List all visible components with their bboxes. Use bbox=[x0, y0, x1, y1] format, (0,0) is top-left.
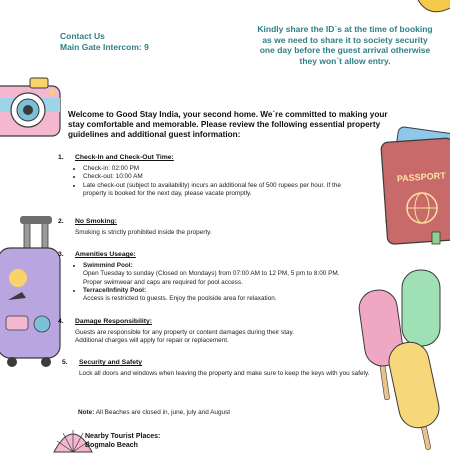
section-title: Check-In and Check-Out Time: bbox=[75, 154, 174, 161]
section-number: 4. bbox=[58, 318, 64, 325]
section-title: Security and Safety bbox=[79, 359, 143, 366]
pool-title: • Swimmind Pool: bbox=[83, 262, 358, 270]
section-smoking bbox=[58, 218, 358, 237]
camera-icon bbox=[0, 76, 66, 138]
section-security bbox=[62, 359, 392, 378]
terrace-title: • Terrace/Infinity Pool: bbox=[83, 287, 358, 295]
contact-block bbox=[60, 31, 149, 53]
welcome-text: Welcome to Good Stay India, your second home. We`re committed to making your stay comfortable and memorable. Please review the following essential property guidelines and additional guest information: bbox=[68, 110, 388, 139]
section-title: No Smoking: bbox=[75, 218, 117, 225]
passport-label: PASSPORT bbox=[396, 170, 446, 184]
pool-rules: Proper swimwear and caps are required for pool access. bbox=[83, 278, 243, 286]
list-item: • Check-in: 02:00 PM bbox=[83, 165, 358, 173]
damage-line-1: Guests are responsible for any property or content damages during their stay. bbox=[75, 329, 295, 337]
section-number: 1. bbox=[58, 154, 64, 161]
section-text: Lock all doors and windows when leaving the property and make sure to keep the keys with you safely. bbox=[79, 370, 370, 378]
section-heading bbox=[58, 218, 358, 226]
section-number: 3. bbox=[58, 251, 64, 258]
section-heading bbox=[58, 154, 358, 162]
list-item: • Check-out: 10:00 AM bbox=[83, 173, 358, 181]
id-notice: Kindly share the ID`s at the time of booking as we need to share it to society security one day before the guest arrival otherwise they won`t allow entry. bbox=[257, 24, 433, 66]
note-text: All Beaches are closed in, june, july and August bbox=[95, 409, 231, 416]
section-amenities bbox=[58, 251, 358, 303]
note-label: Note: bbox=[78, 409, 95, 416]
contact-intercom: Main Gate Intercom: 9 bbox=[60, 42, 149, 52]
section-heading bbox=[58, 251, 358, 259]
nearby-places bbox=[85, 432, 160, 450]
section-number: 5. bbox=[62, 359, 68, 366]
section-heading bbox=[58, 318, 358, 326]
places-title: Nearby Tourist Places: bbox=[85, 433, 161, 440]
contact-title: Contact Us bbox=[60, 31, 105, 41]
luggage-icon bbox=[0, 220, 64, 370]
sun-icon bbox=[416, 0, 450, 22]
pool-hours: Open Tuesday to sunday (Closed on Mondays) from 07:00 AM to 12 PM, 5 pm to 8:00 PM. bbox=[83, 270, 340, 278]
section-title: Damage Responsibility: bbox=[75, 318, 153, 325]
section-title: Amenities Useage: bbox=[75, 251, 136, 258]
section-number: 2. bbox=[58, 218, 64, 225]
section-checkin bbox=[58, 154, 358, 198]
damage-line-2: Additional charges will apply for repair or replacement. bbox=[75, 337, 229, 345]
section-heading bbox=[62, 359, 392, 367]
beach-note bbox=[78, 409, 230, 416]
list-item: • Late check-out (subject to availability) incurs an additional fee of 500 rupees per hour. If the property is booked for the next day, please vacate promptly. bbox=[83, 182, 358, 198]
terrace-text: Access is restricted to guests. Enjoy the poolside area for relaxation. bbox=[83, 295, 277, 303]
place-item: Bogmalo Beach bbox=[85, 442, 138, 449]
passport-icon bbox=[382, 128, 450, 246]
section-damage bbox=[58, 318, 358, 346]
section-text: Smoking is strictly prohibited inside the property. bbox=[75, 229, 212, 237]
